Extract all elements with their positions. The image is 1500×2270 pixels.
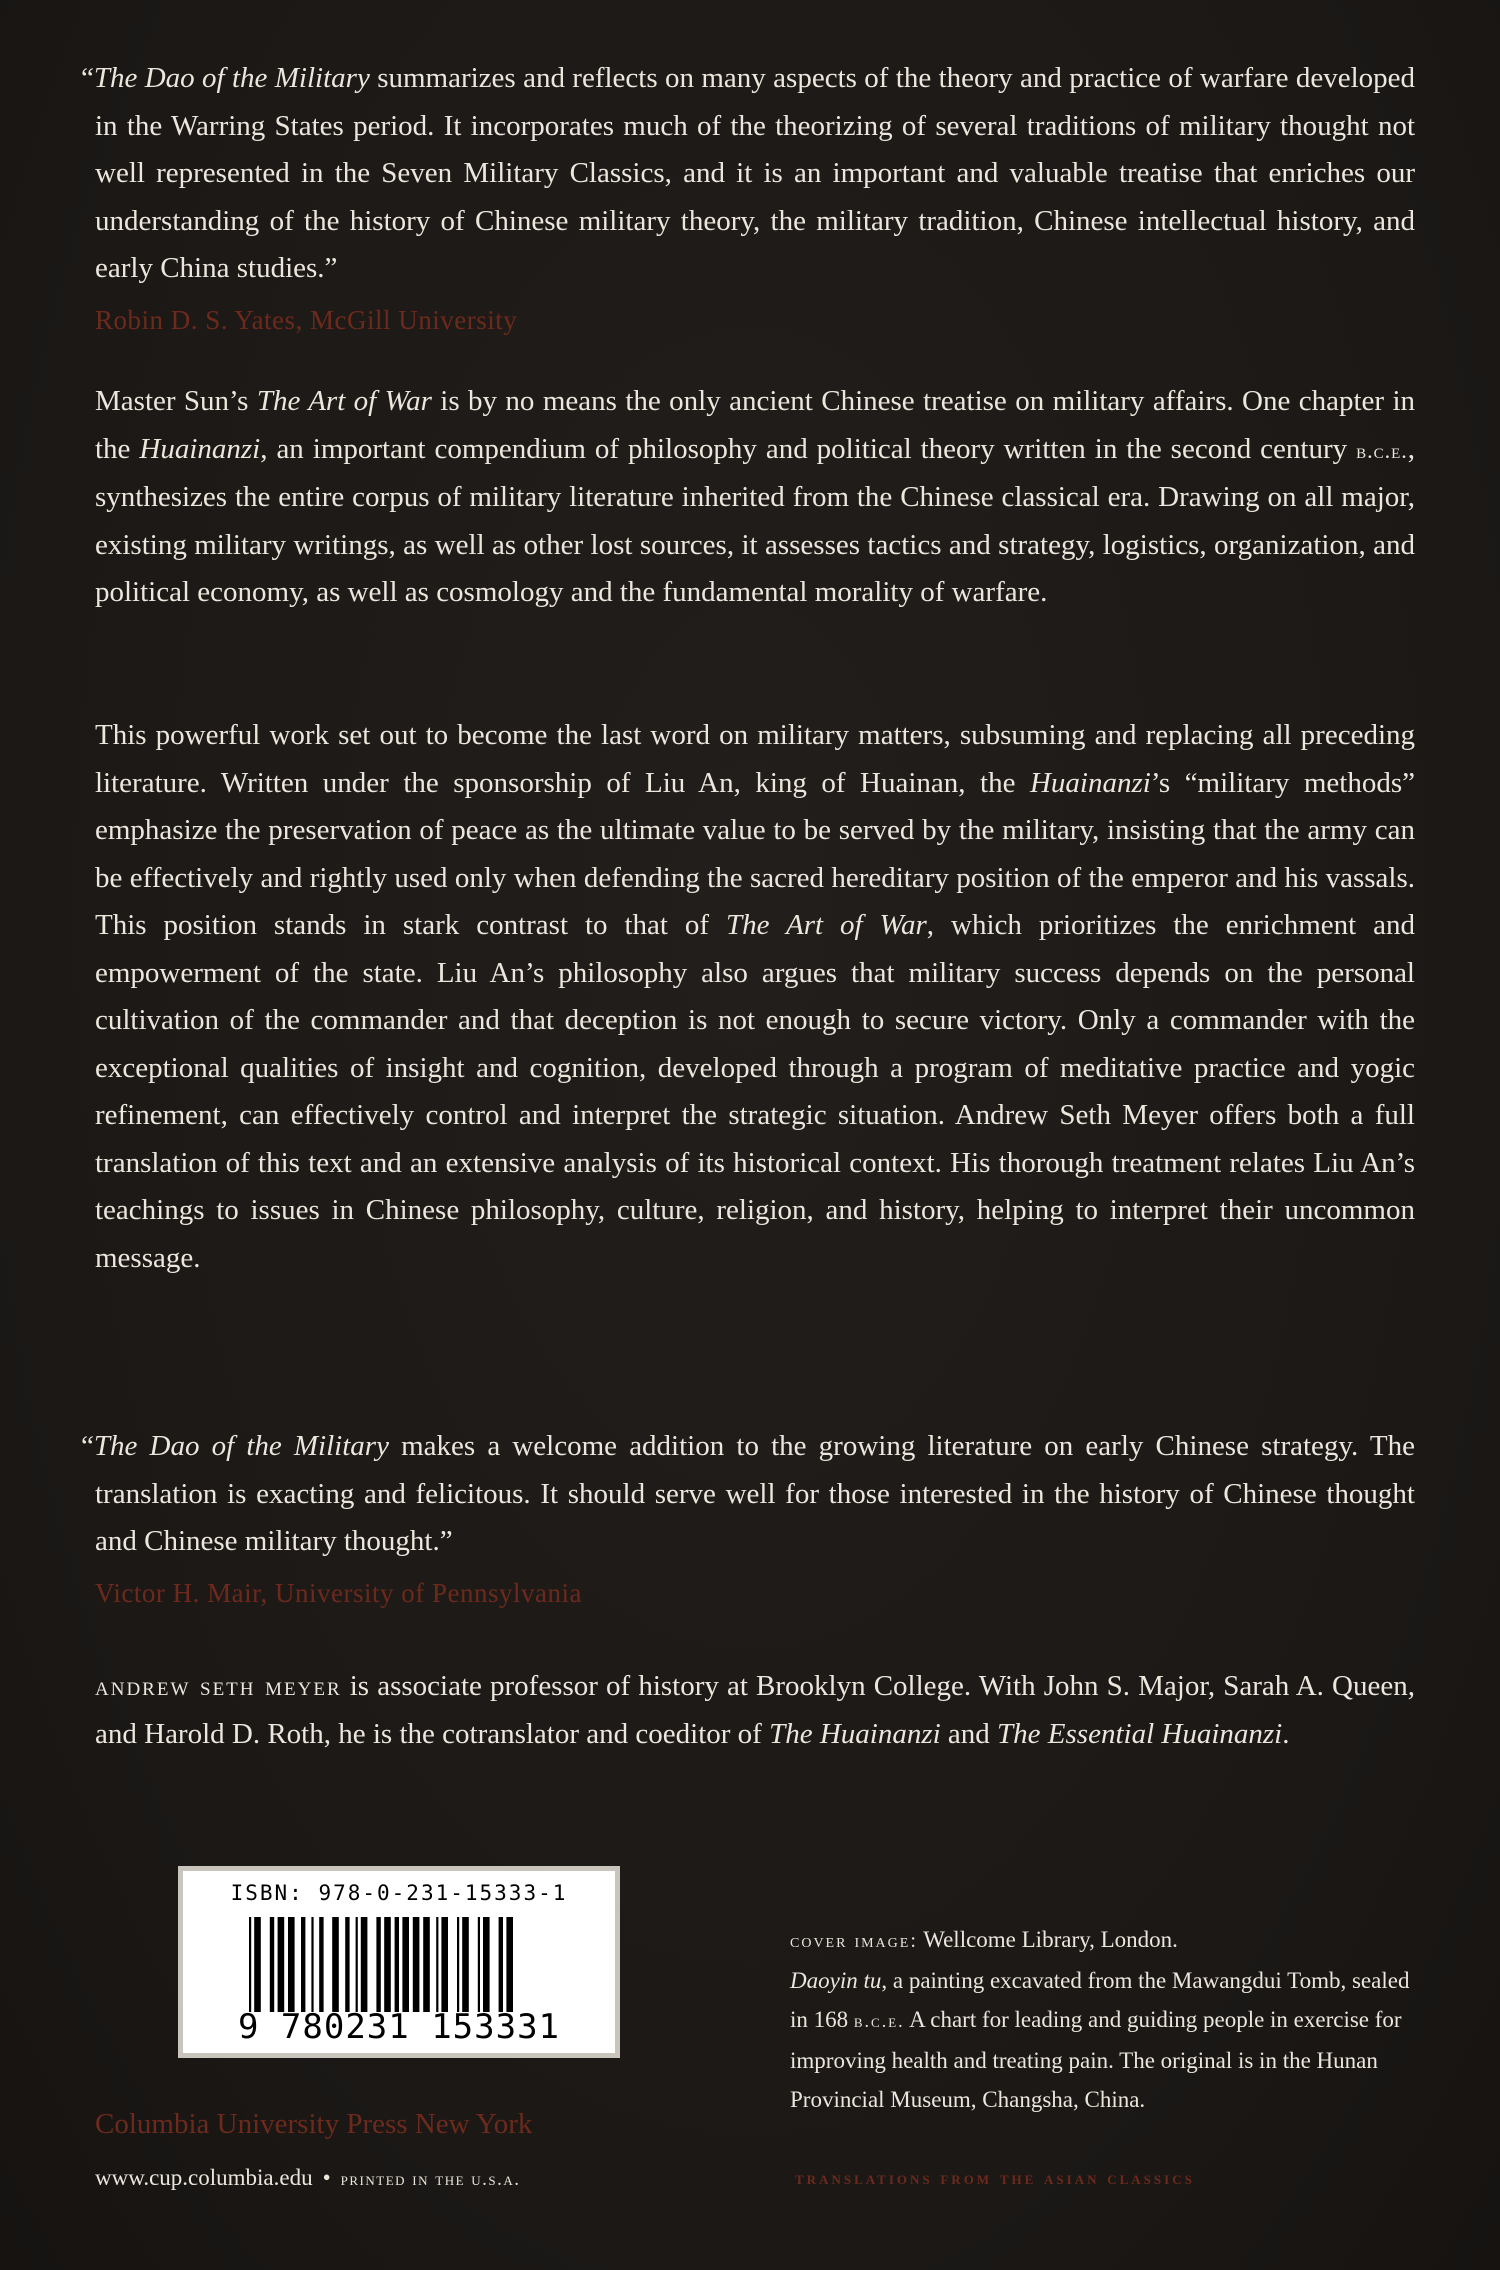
barcode-bar [332, 1917, 339, 2012]
para-1-title-art-of-war: The Art of War [256, 385, 432, 417]
barcode-bar [462, 1917, 469, 2012]
barcode-bar [441, 1917, 448, 2012]
barcode-bar [288, 1917, 295, 2012]
isbn-barcode [178, 1866, 620, 2058]
para-1-title-huainanzi: Huainanzi [139, 432, 261, 465]
barcode-bar [356, 1917, 358, 2012]
para-1-text-g: , synthesizes the entire corpus of military literature inherited from the Chinese classical era. Drawing on all major, existing military writings, as well as other lost sources, it assesses tactics and strategy, logistics, organization, and political economy, as well as cosmology and the fundamental morality of warfare. [95, 432, 1415, 608]
barcode-bar [249, 1917, 251, 2012]
author-bio-text-c: and [940, 1717, 998, 1750]
bullet-separator: • [322, 2165, 331, 2190]
barcode-bar [311, 1917, 313, 2012]
para-2-title-art-of-war: The Art of War [726, 909, 927, 941]
quote-2-attribution: Victor H. Mair, University of Pennsylvania [95, 1577, 582, 1608]
barcode-bar [384, 1917, 391, 2012]
cover-note-text-a: Wellcome Library, London. [917, 1927, 1178, 1952]
barcode-bar [376, 1917, 380, 2012]
series-title: translations from the asian classics [795, 2168, 1195, 2189]
author-bio-title-2: The Essential Huainanzi [997, 1717, 1283, 1750]
quote-2-text: “The Dao of the Military makes a welcome addition to the growing literature on early Chinese strategy. The translation is exacting and felicitous. It should serve well for those interested in the history of Chinese thought and Chinese military thought.” [81, 1430, 1415, 1557]
barcode-bar [499, 1917, 503, 2012]
printed-in-label: printed in the u.s.a. [340, 2169, 521, 2190]
author-bio-title-1: The Huainanzi [769, 1717, 941, 1750]
cover-image-label: cover image: [790, 1930, 918, 1952]
author-name: andrew seth meyer [95, 1671, 342, 1701]
barcode-bar [436, 1917, 438, 2012]
cover-note-text-e: A chart for leading and guiding people in exercise for improving health and treating pain. The original is in the Hunan Provincial Museum, Changsha, China. [790, 2007, 1402, 2112]
publisher-url: www.cup.columbia.edu [95, 2165, 313, 2190]
barcode-bar [254, 1917, 261, 2012]
para-1-text-c: is by no means the only ancient Chinese treatise on military affairs. One chapter in the [95, 385, 1416, 465]
barcode-bar [457, 1917, 459, 2012]
barcode-bar [319, 1917, 323, 2012]
barcode-bar [478, 1917, 480, 2012]
cover-note-bce: b.c.e. [853, 2011, 905, 2031]
barcode-bar [483, 1917, 490, 2012]
para-1-bce: b.c.e. [1356, 437, 1408, 463]
barcode-bar [413, 1917, 420, 2012]
isbn-label: ISBN: 978-0-231-15333-1 [230, 1881, 568, 1905]
para-2-text-c: ’s “military methods” emphasize the preservation of peace as the ultimate value to be served by the military, insisting that the army can be effectively and rightly used only when defending the sacred hereditary position of the emperor and his vassals. This position stands in stark contrast to that of [95, 766, 1415, 941]
para-1-text-a: Master Sun’s [95, 385, 257, 417]
barcode-digits: 9 780231 153331 [237, 2007, 561, 2047]
cover-image-credit [790, 1920, 1410, 2119]
description-paragraph-2 [95, 712, 1415, 1282]
author-bio-text-a: is associate professor of history at Brooklyn College. With John S. Major, Sarah A. Queen, and Harold D. Roth, he is the cotranslator and coeditor of [95, 1670, 1415, 1750]
barcode-bar [345, 1917, 349, 2012]
para-1-text-e: , an important compendium of philosophy and political theory written in the second century [260, 432, 1357, 465]
quote-1-book-title: The Dao of the Military [93, 62, 370, 94]
quote-1-text: “The Dao of the Military summarizes and reflects on many aspects of the theory and practice of warfare developed in the Warring States period. It incorporates much of the theorizing of several traditions of military thought not well represented in the Seven Military Classics, and it is an important and valuable treatise that enriches our understanding of the history of Chinese military theory, the military tradition, Chinese intellectual history, and early China studies.” [81, 62, 1415, 284]
author-bio [95, 1663, 1415, 1758]
cover-note-text-c: , a painting excavated from the Mawangdui Tomb, sealed in 168 [790, 1968, 1410, 2032]
para-2-text-a: This powerful work set out to become the last word on military matters, subsuming and replacing all preceding literature. Written under the sponsorship of Liu An, king of Huainan, the [95, 719, 1415, 799]
publisher-name: Columbia University Press New York [95, 2108, 533, 2140]
barcode-bar [395, 1917, 399, 2012]
author-bio-text-e: . [1282, 1717, 1290, 1750]
barcode-bar [402, 1917, 409, 2012]
barcode-bar [301, 1917, 305, 2012]
para-2-title-huainanzi: Huainanzi [1029, 766, 1151, 799]
quote-2-book-title: The Dao of the Military [93, 1430, 389, 1462]
barcode-bar [270, 1917, 274, 2012]
quote-1-body: summarizes and reflects on many aspects of the theory and practice of warfare developed in the Warring States period. It incorporates much of the theorizing of several traditions of military thought not well represented in the Seven Military Classics, and it is an important and valuable treatise that enriches our understanding of the history of Chinese military theory, the military tradition, Chinese intellectual history, and early China studies.” [95, 62, 1415, 284]
barcode-bar [423, 1917, 430, 2012]
description-paragraph-1 [95, 378, 1415, 617]
barcode-bar [506, 1917, 513, 2012]
cover-note-title: Daoyin tu [790, 1968, 882, 1993]
barcode-bar [278, 1917, 285, 2012]
blurb-quote-1 [81, 55, 1415, 344]
blurb-quote-2 [81, 1423, 1415, 1617]
quote-1-attribution: Robin D. S. Yates, McGill University [95, 304, 518, 335]
footer-website-line [95, 2165, 521, 2191]
para-2-text-e: , which prioritizes the enrichment and empowerment of the state. Liu An’s philosophy also argues that military success depends on the personal cultivation of the commander and that deception is not enough to secure victory. Only a commander with the exceptional qualities of insight and cognition, developed through a program of meditative practice and yogic refinement, can effectively control and interpret the strategic situation. Andrew Seth Meyer offers both a full translation of this text and an extensive analysis of its historical context. His thorough treatment relates Liu An’s teachings to issues in Chinese philosophy, culture, religion, and history, helping to interpret their uncommon message. [95, 909, 1416, 1274]
barcode-bar [361, 1917, 368, 2012]
quote-2-body: makes a welcome addition to the growing literature on early Chinese strategy. The translation is exacting and felicitous. It should serve well for those interested in the history of Chinese thought and Chinese military thought.” [95, 1430, 1415, 1557]
